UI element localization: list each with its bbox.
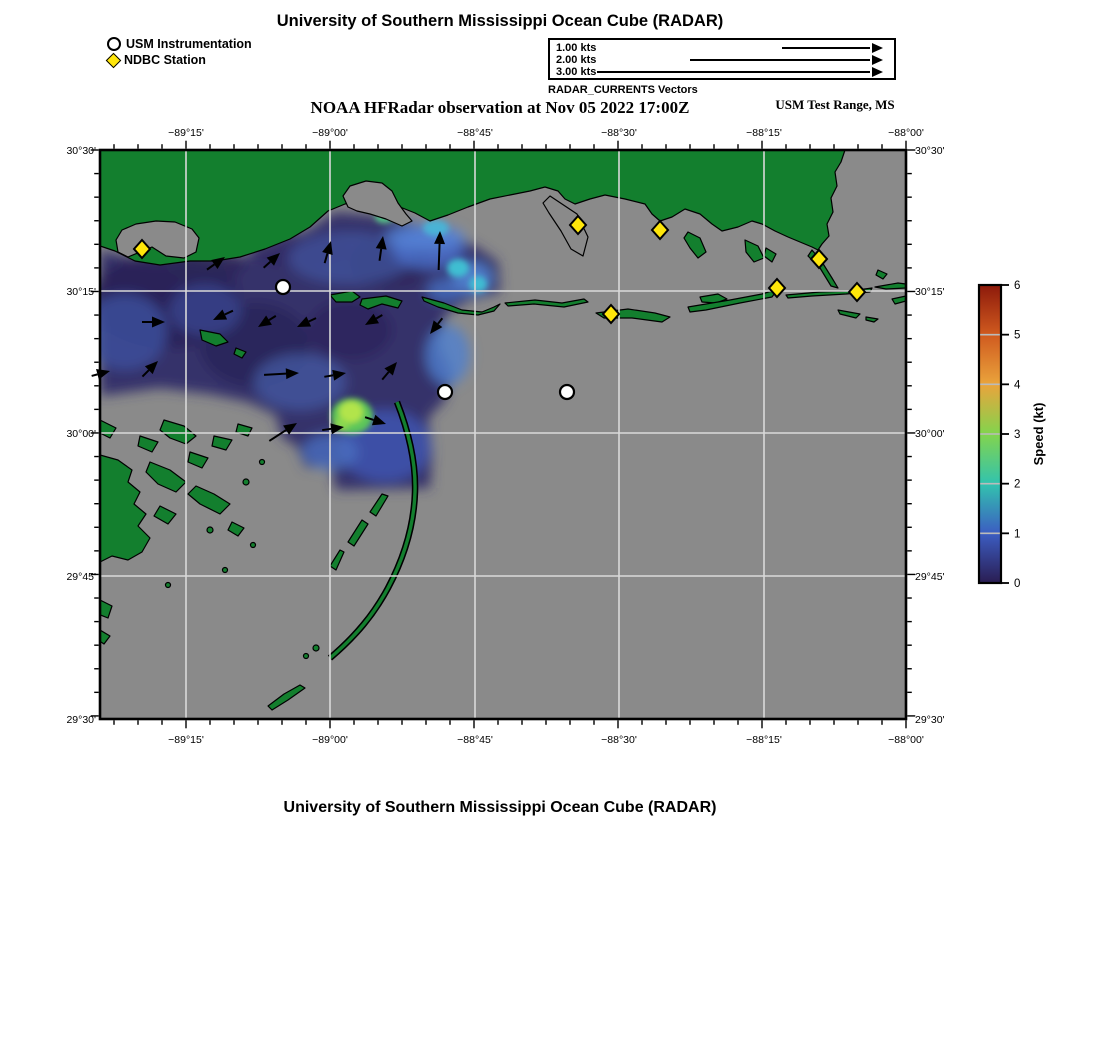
speed-field-blob	[427, 278, 463, 302]
current-vector-shaft	[92, 374, 98, 376]
usm-station-marker	[560, 385, 574, 399]
usm-station-marker	[276, 280, 290, 294]
colorbar-tick-label: 3	[1014, 429, 1021, 441]
scale-row-label: 2.00 kts	[556, 54, 597, 66]
speed-field-blob	[447, 259, 469, 277]
observation-subtitle: NOAA HFRadar observation at Nov 05 2022 17:00Z	[310, 98, 690, 117]
vector-scale-caption: RADAR_CURRENTS Vectors	[548, 84, 698, 96]
islet	[223, 568, 228, 573]
islet	[313, 645, 319, 651]
islet	[304, 654, 309, 659]
test-range-label: USM Test Range, MS	[775, 97, 895, 112]
islet	[260, 460, 265, 465]
current-vector-shaft	[439, 244, 440, 270]
scale-row-label: 1.00 kts	[556, 42, 597, 54]
axis-tick-label: 30°30'	[66, 145, 96, 157]
colorbar-tick-label: 2	[1014, 478, 1021, 491]
axis-tick-label: 29°45'	[915, 571, 945, 583]
axis-tick-label: −88°30'	[601, 127, 637, 139]
colorbar-tick-label: 4	[1014, 379, 1021, 392]
legend-ndbc-label: NDBC Station	[124, 53, 206, 67]
axis-tick-label: 29°45'	[66, 571, 96, 583]
axis-tick-label: −88°00'	[888, 734, 924, 746]
axis-tick-label: 30°00'	[915, 428, 945, 440]
axis-tick-label: −89°00'	[312, 127, 348, 139]
axis-tick-label: 29°30'	[66, 714, 96, 726]
colorbar-tick-label: 0	[1014, 578, 1021, 590]
current-vector-shaft	[322, 429, 331, 430]
axis-tick-label: −88°45'	[457, 734, 493, 746]
axis-tick-label: −89°15'	[168, 734, 204, 746]
axis-tick-label: 30°30'	[915, 145, 945, 157]
axis-tick-label: −88°15'	[746, 127, 782, 139]
axis-tick-label: 29°30'	[915, 714, 945, 726]
axis-tick-label: 30°15'	[915, 286, 945, 298]
colorbar-title: Speed (kt)	[1031, 402, 1046, 466]
axis-tick-label: 30°15'	[66, 286, 96, 298]
bottom-title: University of Southern Mississippi Ocean Cube (RADAR)	[283, 799, 717, 816]
colorbar-tick-label: 5	[1014, 329, 1021, 342]
colorbar-tick-label: 1	[1014, 528, 1021, 541]
speed-field-blob	[254, 354, 346, 410]
axis-tick-label: −88°45'	[457, 127, 493, 139]
islet	[251, 543, 256, 548]
islet	[207, 527, 213, 533]
axis-tick-label: −89°15'	[168, 127, 204, 139]
islet	[243, 479, 249, 485]
speed-field-blob	[308, 300, 392, 360]
axis-tick-label: −88°30'	[601, 734, 637, 746]
speed-field-blob	[426, 325, 470, 385]
axis-tick-label: −89°00'	[312, 734, 348, 746]
colorbar	[979, 280, 1046, 590]
speed-field-blob	[469, 276, 487, 292]
axis-tick-label: −88°00'	[888, 127, 924, 139]
islet	[166, 583, 171, 588]
colorbar-tick-label: 6	[1014, 280, 1021, 292]
current-vector-shaft	[264, 374, 286, 375]
speed-field-blob	[423, 220, 449, 236]
speed-field-blob	[83, 294, 167, 370]
scale-row-label: 3.00 kts	[556, 66, 597, 78]
legend-usm-label: USM Instrumentation	[126, 37, 252, 51]
axis-tick-label: 30°00'	[66, 428, 96, 440]
top-title: University of Southern Mississippi Ocean Cube (RADAR)	[276, 12, 724, 30]
usm-station-marker	[438, 385, 452, 399]
axis-tick-label: −88°15'	[746, 734, 782, 746]
